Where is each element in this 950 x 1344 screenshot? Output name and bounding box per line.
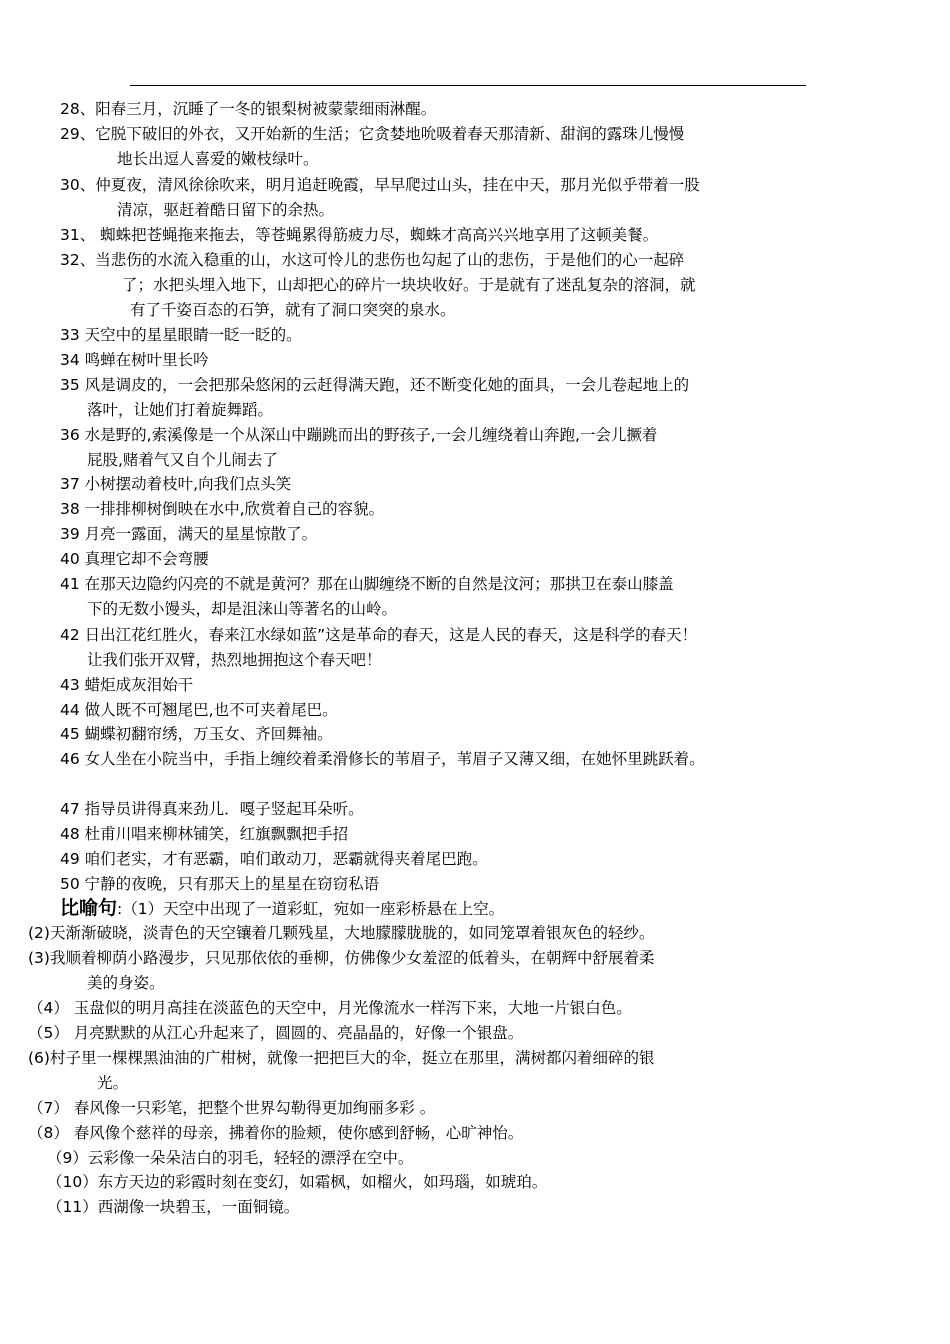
sentence-32-cont-2: 有了千姿百态的石笋，就有了洞口突突的泉水。: [130, 301, 456, 319]
sentence-33: 33 天空中的星星眼睛一眨一眨的。: [60, 326, 302, 344]
sentence-46: 46 女人坐在小院当中，手指上缠绞着柔滑修长的苇眉子，苇眉子又薄又细，在她怀里跳跃着。: [60, 750, 705, 768]
simile-9: （9）云彩像一朵朵洁白的羽毛，轻轻的漂浮在空中。: [47, 1149, 414, 1167]
sentence-48: 48 杜甫川唱来柳林铺笑，红旗飘飘把手招: [60, 825, 349, 843]
simile-3-cont: 美的身姿。: [87, 974, 165, 992]
simile-6-cont: 光。: [97, 1074, 129, 1092]
sentence-35-cont: 落叶，让她们打着旋舞蹈。: [87, 401, 274, 419]
simile-heading-line: [60, 898, 504, 919]
sentence-41-cont: 下的无数小馒头，却是沮涞山等著名的山岭。: [87, 600, 398, 618]
sentence-49: 49 咱们老实，才有恶霸，咱们敢动刀，恶霸就得夹着尾巴跑。: [60, 850, 488, 868]
sentence-37: 37 小树摆动着枝叶,向我们点头笑: [60, 475, 292, 493]
simile-7: （7） 春风像一只彩笔，把整个世界勾勒得更加绚丽多彩 。: [28, 1099, 436, 1117]
simile-1: :（1）天空中出现了一道彩虹，宛如一座彩桥悬在上空。: [117, 900, 505, 918]
simile-4: （4） 玉盘似的明月高挂在淡蓝色的天空中，月光像流水一样泻下来，大地一片银白色。: [28, 999, 632, 1017]
sentence-30: 30、仲夏夜，清风徐徐吹来，明月追赶晚霞，早早爬过山头，挂在中天，那月光似乎带着一股: [60, 176, 700, 194]
sentence-29-cont: 地长出逗人喜爱的嫩枝绿叶。: [117, 150, 319, 168]
sentence-29: 29、它脱下破旧的外衣，又开始新的生活；它贪婪地吮吸着春天那清新、甜润的露珠儿慢慢: [60, 125, 685, 143]
sentence-28: 28、阳春三月，沉睡了一冬的银梨树被蒙蒙细雨淋醒。: [60, 100, 437, 118]
simile-5: （5） 月亮默默的从江心升起来了，圆圆的、亮晶晶的，好像一个银盘。: [28, 1024, 524, 1042]
sentence-40: 40 真理它却不会弯腰: [60, 550, 209, 568]
sentence-44: 44 做人既不可翘尾巴,也不可夹着尾巴。: [60, 701, 338, 719]
sentence-39: 39 月亮一露面，满天的星星惊散了。: [60, 525, 318, 543]
sentence-31: 31、 蜘蛛把苍蝇拖来拖去，等苍蝇累得筋疲力尽，蜘蛛才高高兴兴地享用了这顿美餐。: [60, 226, 659, 244]
sentence-47: 47 指导员讲得真来劲儿．嘎子竖起耳朵听。: [60, 800, 364, 818]
sentence-45: 45 蝴蝶初翻帘绣，万玉女、齐回舞袖。: [60, 725, 333, 743]
sentence-42-cont: 让我们张开双臂，热烈地拥抱这个春天吧！: [87, 651, 382, 669]
sentence-50: 50 宁静的夜晚，只有那天上的星星在窃窃私语: [60, 875, 380, 893]
sentence-43: 43 蜡炬成灰泪始干: [60, 676, 194, 694]
sentence-38: 38 一排排柳树倒映在水中,欣赏着自己的容貌。: [60, 500, 385, 518]
simile-10: （10）东方天边的彩霞时刻在变幻，如霜枫，如榴火，如玛瑙，如琥珀。: [47, 1173, 548, 1191]
sentence-35: 35 风是调皮的，一会把那朵悠闲的云赶得满天跑，还不断变化她的面具，一会儿卷起地上的: [60, 376, 690, 394]
sentence-30-cont: 清凉，驱赶着酷日留下的余热。: [117, 201, 335, 219]
simile-11: （11）西湖像一块碧玉，一面铜镜。: [47, 1198, 300, 1216]
simile-2: (2)天渐渐破晓，淡青色的天空镶着几颗残星，大地朦朦胧胧的，如同笼罩着银灰色的轻纱。: [28, 924, 655, 942]
sentence-41: 41 在那天边隐约闪亮的不就是黄河？那在山脚缠绕不断的自然是汶河；那拱卫在泰山膝盖: [60, 575, 674, 593]
header-rule: [130, 85, 806, 86]
sentence-36-cont: 屁股,赌着气又自个儿闹去了: [87, 451, 278, 469]
simile-3: (3)我顺着柳荫小路漫步，只见那依依的垂柳，仿佛像少女羞涩的低着头，在朝辉中舒展着柔: [28, 949, 655, 967]
sentence-36: 36 水是野的,索溪像是一个从深山中蹦跳而出的野孩子,一会儿缠绕着山奔跑,一会儿撅着: [60, 426, 658, 444]
sentence-34: 34 鸣蝉在树叶里长吟: [60, 351, 209, 369]
sentence-32-cont-1: 了；水把头埋入地下，山却把心的碎片一块块收好。于是就有了迷乱复杂的溶洞，就: [122, 276, 696, 294]
sentence-42: 42 日出江花红胜火，春来江水绿如蓝”这是革命的春天，这是人民的春天，这是科学的春天！: [60, 626, 698, 644]
section-title-simile: 比喻句: [60, 897, 118, 919]
simile-8: （8） 春风像个慈祥的母亲，拂着你的脸颊，使你感到舒畅，心旷神怡。: [28, 1124, 524, 1142]
sentence-32: 32、当悲伤的水流入稳重的山，水这可怜儿的悲伤也勾起了山的悲伤，于是他们的心一起碎: [60, 251, 685, 269]
simile-6: (6)村子里一棵棵黑油油的广柑树，就像一把把巨大的伞，挺立在那里，满树都闪着细碎的银: [28, 1049, 655, 1067]
